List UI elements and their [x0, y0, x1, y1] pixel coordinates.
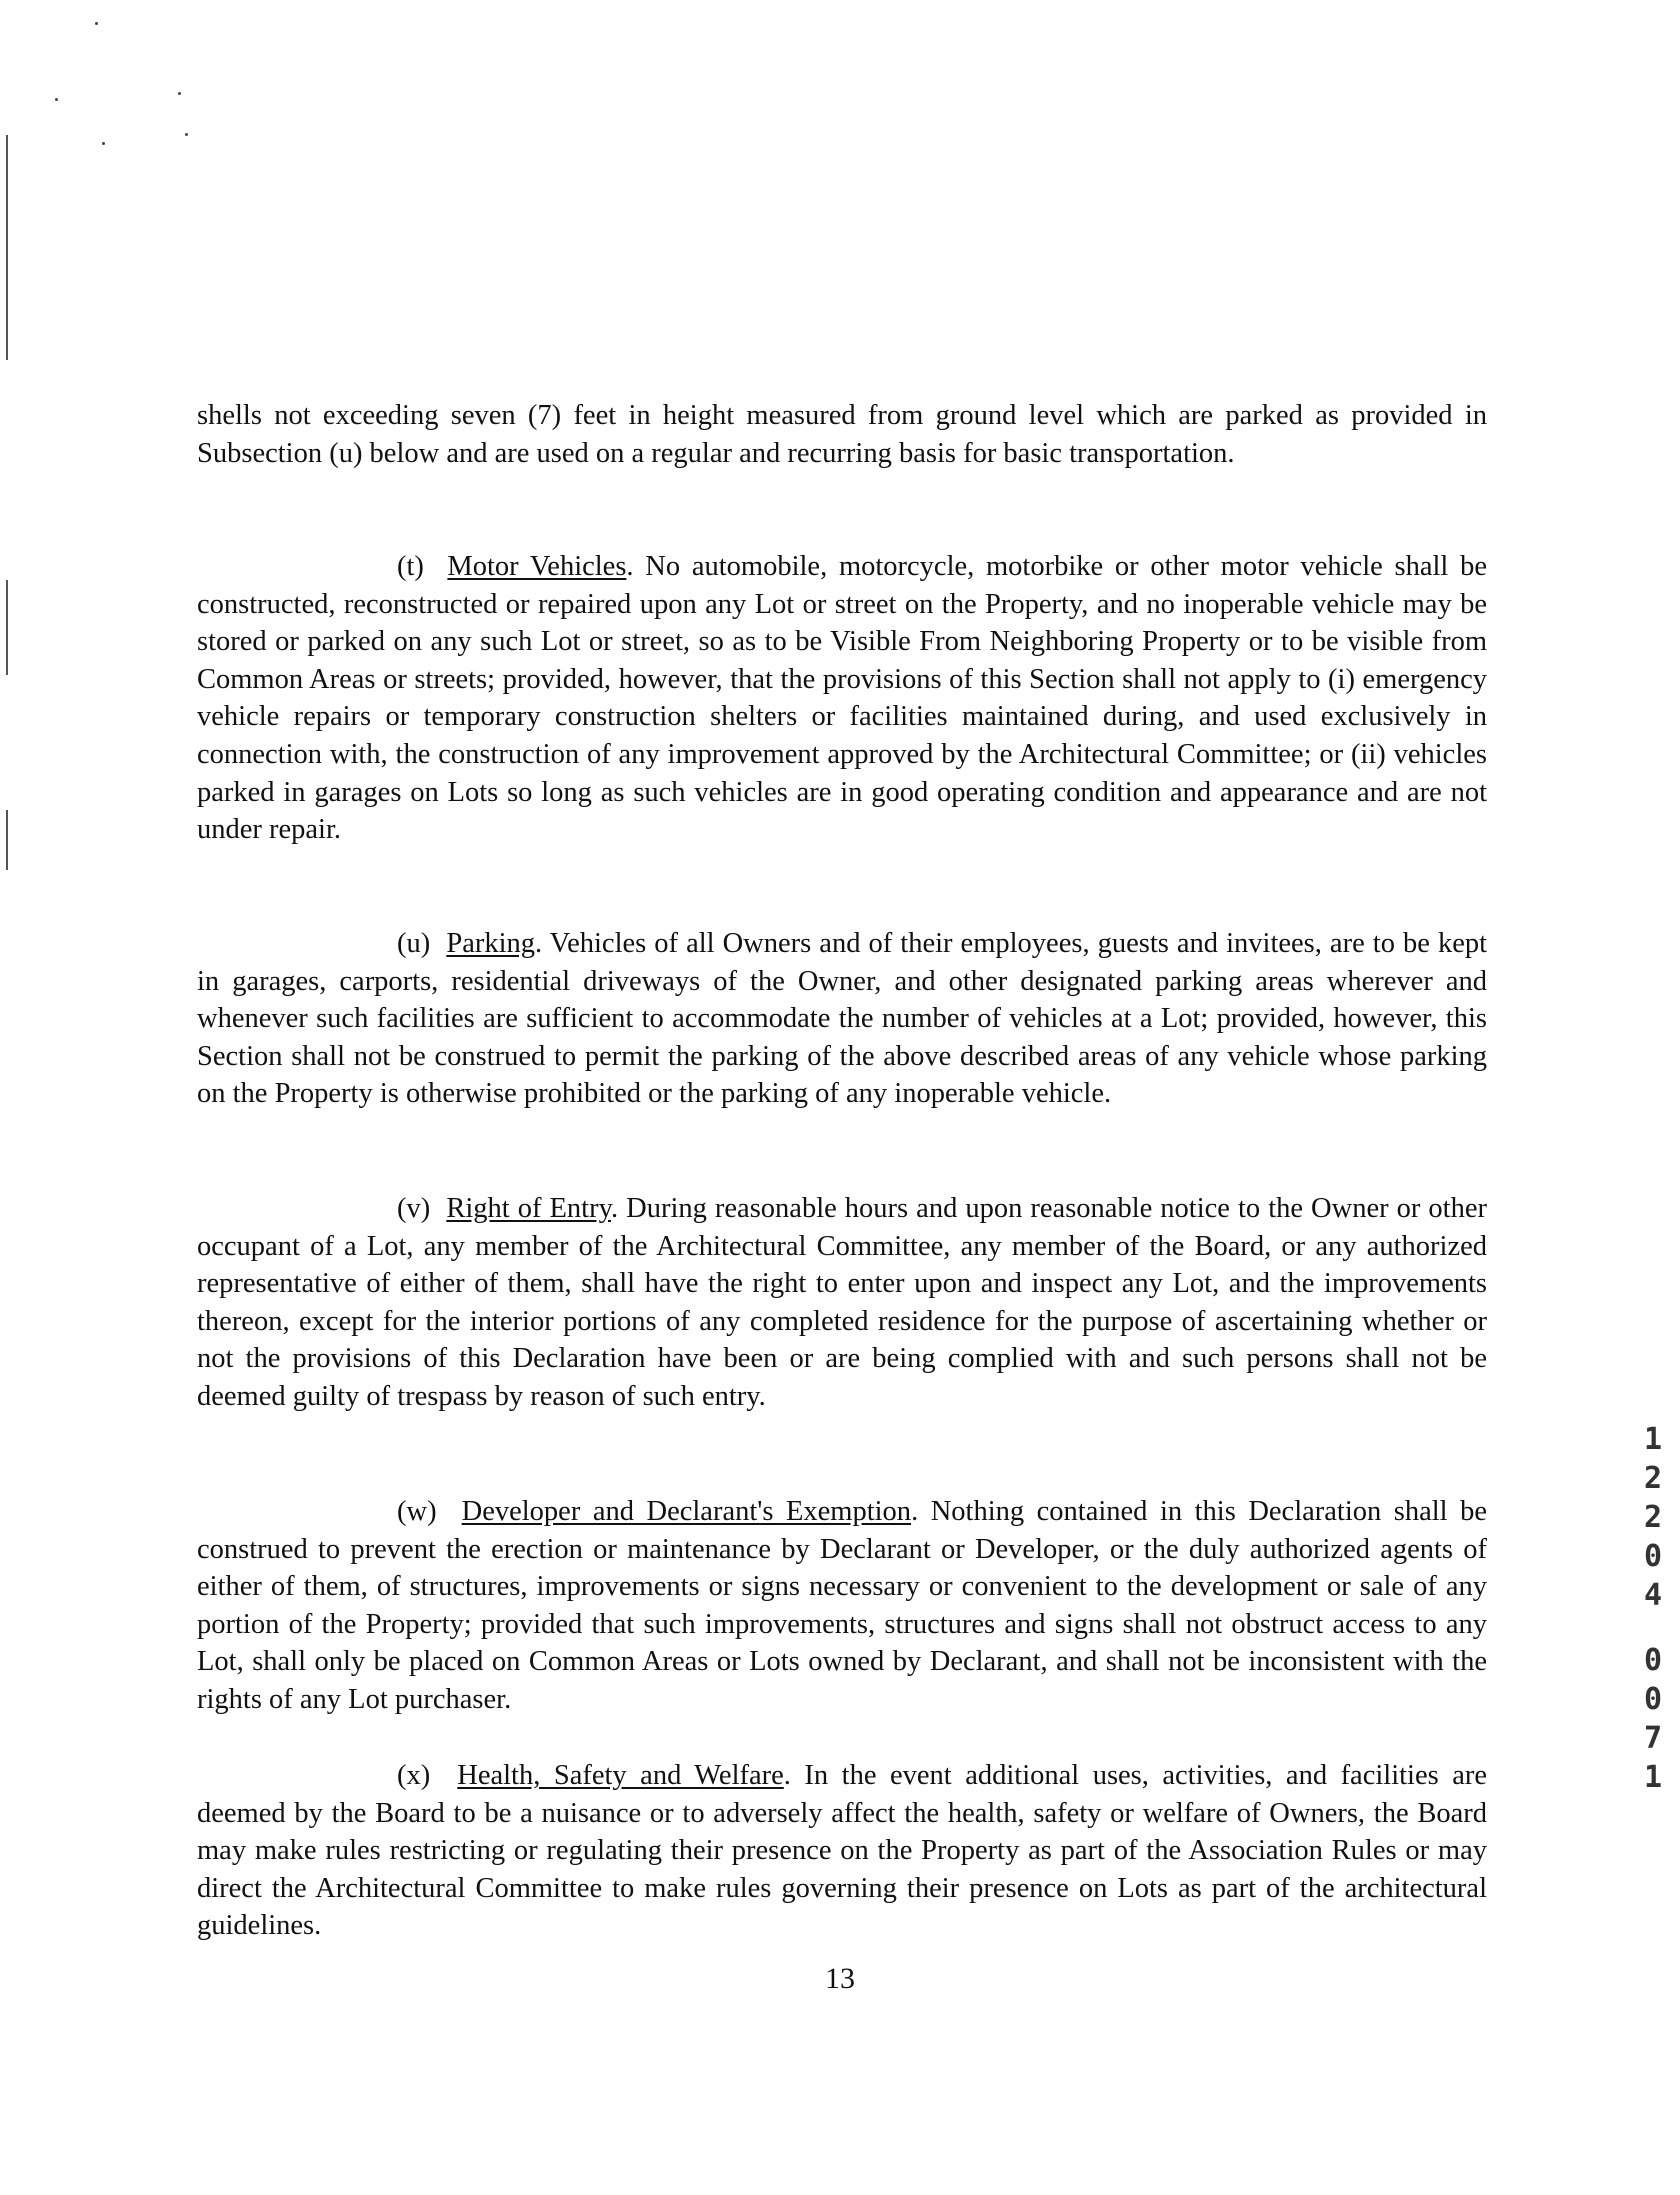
section-label: (v) — [397, 1193, 431, 1224]
scan-speck — [178, 92, 181, 95]
stamp-digit: 1 — [1643, 1422, 1663, 1457]
section-v-paragraph — [197, 1190, 1487, 1416]
opening-text: shells not exceeding seven (7) feet in height measured from ground level which are parked as provided in Subsection (u) below and are used on a regular and recurring basis for basic transportation. — [197, 400, 1487, 469]
scan-margin-line — [6, 580, 8, 675]
section-heading: Right of Entry — [446, 1193, 611, 1224]
stamp-digit: 0 — [1643, 1643, 1663, 1678]
stamp-digit: 7 — [1643, 1721, 1663, 1756]
section-t-paragraph — [197, 548, 1487, 849]
section-body: . In the event additional uses, activities, and facilities are deemed by the Board to be a nuisance or to adversely affect the health, safety or welfare of Owners, the Board may make rules restricting or regulating their presence on the Property as part of the Association Rules or may direct the Architectural Committee to make rules governing their presence on Lots as part of the architectural guidelines. — [197, 1760, 1487, 1942]
stamp-digit: 4 — [1643, 1578, 1663, 1613]
section-w-paragraph — [197, 1493, 1487, 1719]
scan-speck — [102, 142, 105, 145]
scan-speck — [185, 133, 188, 136]
opening-paragraph — [197, 397, 1487, 472]
section-heading: Health, Safety and Welfare — [457, 1760, 784, 1791]
section-heading: Parking — [446, 928, 536, 959]
stamp-digit: 2 — [1643, 1461, 1663, 1496]
scan-margin-line — [6, 810, 8, 870]
section-x-paragraph — [197, 1757, 1487, 1945]
scan-speck — [95, 22, 98, 25]
section-label: (w) — [397, 1496, 437, 1527]
scan-speck — [55, 98, 58, 101]
section-label: (t) — [397, 551, 424, 582]
section-u-paragraph — [197, 925, 1487, 1113]
section-label: (u) — [397, 928, 431, 959]
recording-stamp — [1638, 1420, 1668, 1797]
stamp-gap — [1638, 1615, 1668, 1641]
page-number: 13 — [825, 1962, 855, 1995]
section-body: . No automobile, motorcycle, motorbike or other motor vehicle shall be constructed, reconstructed or repaired upon any Lot or street on the Property, and no inoperable vehicle may be stored or parked on any such Lot or street, so as to be Visible From Neighboring Property or to be visible from Common Areas or streets; provided, however, that the provisions of this Section shall not apply to (i) emergency vehicle repairs or temporary construction shelters or facilities maintained during, and used exclusively in connection with, the construction of any improvement approved by the Architectural Committee; or (ii) vehicles parked in garages on Lots so long as such vehicles are in good operating condition and appearance and are not under repair. — [197, 551, 1487, 846]
section-body: . Nothing contained in this Declaration shall be construed to prevent the erection or maintenance by Declarant or Developer, or the duly authorized agents of either of them, of structures, improvements or signs necessary or convenient to the development or sale of any portion of the Property; provided that such improvements, structures and signs shall not obstruct access to any Lot, shall only be placed on Common Areas or Lots owned by Declarant, and shall not be inconsistent with the rights of any Lot purchaser. — [197, 1496, 1488, 1715]
section-body: . Vehicles of all Owners and of their employees, guests and invitees, are to be kept in garages, carports, residential driveways of the Owner, and other designated parking areas wherever and whenever such facilities are sufficient to accommodate the number of vehicles at a Lot; provided, however, this Section shall not be construed to permit the parking of the above described areas of any vehicle whose parking on the Property is otherwise prohibited or the parking of any inoperable vehicle. — [197, 928, 1488, 1110]
scan-margin-line — [6, 135, 8, 360]
stamp-digit: 0 — [1643, 1682, 1663, 1717]
stamp-digit: 0 — [1643, 1539, 1663, 1574]
section-heading: Developer and Declarant's Exemption — [461, 1496, 912, 1527]
section-heading: Motor Vehicles — [447, 551, 627, 582]
stamp-digit: 2 — [1643, 1500, 1663, 1535]
stamp-digit: 1 — [1643, 1760, 1663, 1795]
section-body: . During reasonable hours and upon reasonable notice to the Owner or other occupant of a Lot, any member of the Architectural Committee, any member of the Board, or any authorized representative of either of them, shall have the right to enter upon and inspect any Lot, and the improvements thereon, except for the interior portions of any completed residence for the purpose of ascertaining whether or not the provisions of this Declaration have been or are being complied with and such persons shall not be deemed guilty of trespass by reason of such entry. — [197, 1193, 1487, 1412]
section-label: (x) — [397, 1760, 431, 1791]
